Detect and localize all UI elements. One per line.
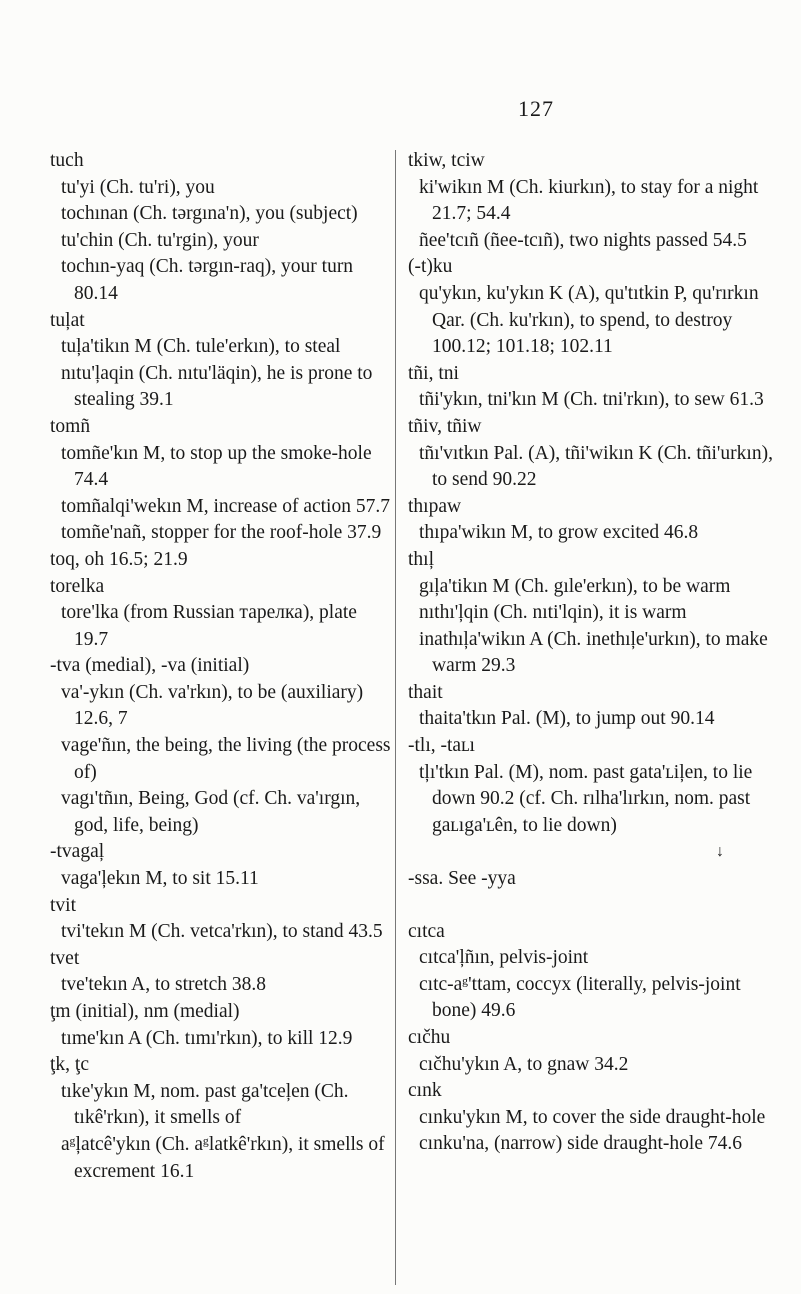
sub-entry: nıtu'ļaqin (Ch. nıtu'läqin), he is prone to stealing 39.1 [61,362,373,411]
sub-entry: cınku'na, (narrow) side draught-hole 74.6 [419,1133,742,1155]
sub-entry: aᵍļatcê'ykın (Ch. aᵍlatkê'rkın), it smells of excrement 16.1 [61,1133,385,1182]
sub-entry: cıtca'ļñın, pelvis-joint [419,947,589,969]
sub-entry: thıpa'wikın M, to grow excited 46.8 [419,522,699,544]
sub-entry: vaga'ļekın M, to sit 15.11 [61,868,259,890]
sub-entry: tomñe'nañ, stopper for the roof-hole 37.9 [61,522,382,544]
spacer [406,893,778,919]
sub-entry: vage'ñın, the being, the living (the process of) [61,735,391,783]
headword: -tva (medial), -va (initial) [50,655,250,677]
sub-entry: tñi'ykın, tni'kın M (Ch. tni'rkın), to sew 61.3 [419,389,764,411]
headword: torelka [50,575,105,597]
sub-entry: tomñe'kın M, to stop up the smoke-hole 74.4 [61,442,372,491]
margin-mark: ↓ [716,843,724,861]
headword: cınk [408,1080,442,1102]
headword: -tvagaļ [50,841,105,863]
sub-entry: gıļa'tikın M (Ch. gıle'erkın), to be warm [419,575,731,597]
sub-entry: tve'tekın A, to stretch 38.8 [61,974,266,996]
sub-entry: tochınan (Ch. tərgına'n), you (subject) [61,203,358,225]
headword: -tlı, -taʟı [408,735,475,757]
headword: tomñ [50,415,91,437]
headword: tvit [50,894,77,916]
sub-entry: tu'chin (Ch. tu'rgin), your [61,229,259,251]
right-column [406,148,778,1158]
headword: ţm (initial), nm (medial) [50,1001,240,1022]
sub-entry: vagı'tñın, Being, God (cf. Ch. va'ırgın, god, life, being) [61,788,361,836]
sub-entry: tochın-yaq (Ch. tərgın-raq), your turn 80.14 [61,256,354,304]
headword: ţk, ţc [50,1054,89,1076]
sub-entry: cıtc-aᵍ'ttam, coccyx (literally, pelvis-joint bone) 49.6 [419,973,741,1022]
sub-entry: tore'lka (from Russian тарелка), plate 19.7 [61,602,357,650]
sub-entry: cınku'ykın M, to cover the side draught-hole [419,1106,766,1128]
sub-entry: thaita'tkın Pal. (M), to jump out 90.14 [419,708,715,730]
page-number: 127 [518,96,554,121]
headword: -ssa. See -yya [408,868,516,890]
headword: tkiw, tciw [408,150,485,171]
left-column [48,148,393,1185]
sub-entry: tļı'tkın Pal. (M), nom. past gata'ʟiļen, to lie down 90.2 (cf. Ch. rılha'lırkın, nom. past gaʟıga'ʟên, to lie down) [419,761,753,836]
headword: cıčhu [408,1027,451,1048]
headword: thait [408,681,443,703]
headword: thıpaw [408,495,462,517]
sub-entry: qu'ykın, ku'ykın K (A), qu'tıtkin P, qu'rırkın Qar. (Ch. ku'rkın), to spend, to destroy 100.12; 101.18; 102.11 [419,282,759,358]
sub-entry: inathıļa'wikın A (Ch. inethıļe'urkın), to make warm 29.3 [419,628,768,677]
sub-entry: tu'yi (Ch. tu'ri), you [61,176,215,198]
sub-entry: tñı'vıtkın Pal. (A), tñi'wikın K (Ch. tñi'urkın), to send 90.22 [419,442,773,491]
sub-entry: va'-ykın (Ch. va'rkın), to be (auxiliary) 12.6, 7 [61,681,364,730]
sub-entry: tvi'tekın M (Ch. vetca'rkın), to stand 43.5 [61,921,383,943]
headword: tuļat [50,309,85,331]
headword: tñiv, tñiw [408,415,482,437]
sub-entry: nıthı'ļqin (Ch. nıti'lqin), it is warm [419,602,687,624]
column-divider [395,150,396,1285]
headword: tñi, tni [408,362,459,384]
sub-entry: ki'wikın M (Ch. kiurkın), to stay for a night 21.7; 54.4 [419,176,759,225]
sub-entry: ñee'tcıñ (ñee-tcıñ), two nights passed 54.5 [419,229,747,251]
headword: toq, oh 16.5; 21.9 [50,548,188,570]
headword: (-t)ku [408,256,453,278]
headword: tuch [50,150,84,171]
sub-entry: tuļa'tikın M (Ch. tule'erkın), to steal [61,336,341,358]
sub-entry: tomñalqi'wekın M, increase of action 57.7 [61,495,390,517]
sub-entry: tıme'kın A (Ch. tımı'rkın), to kill 12.9 [61,1027,353,1049]
headword: cıtca [408,920,445,942]
sub-entry: tıke'ykın M, nom. past ga'tceļen (Ch. tıkê'rkın), it smells of [61,1080,349,1129]
sub-entry: cıčhu'ykın A, to gnaw 34.2 [419,1053,629,1075]
headword: tvet [50,947,80,969]
headword: thıļ [408,548,435,570]
